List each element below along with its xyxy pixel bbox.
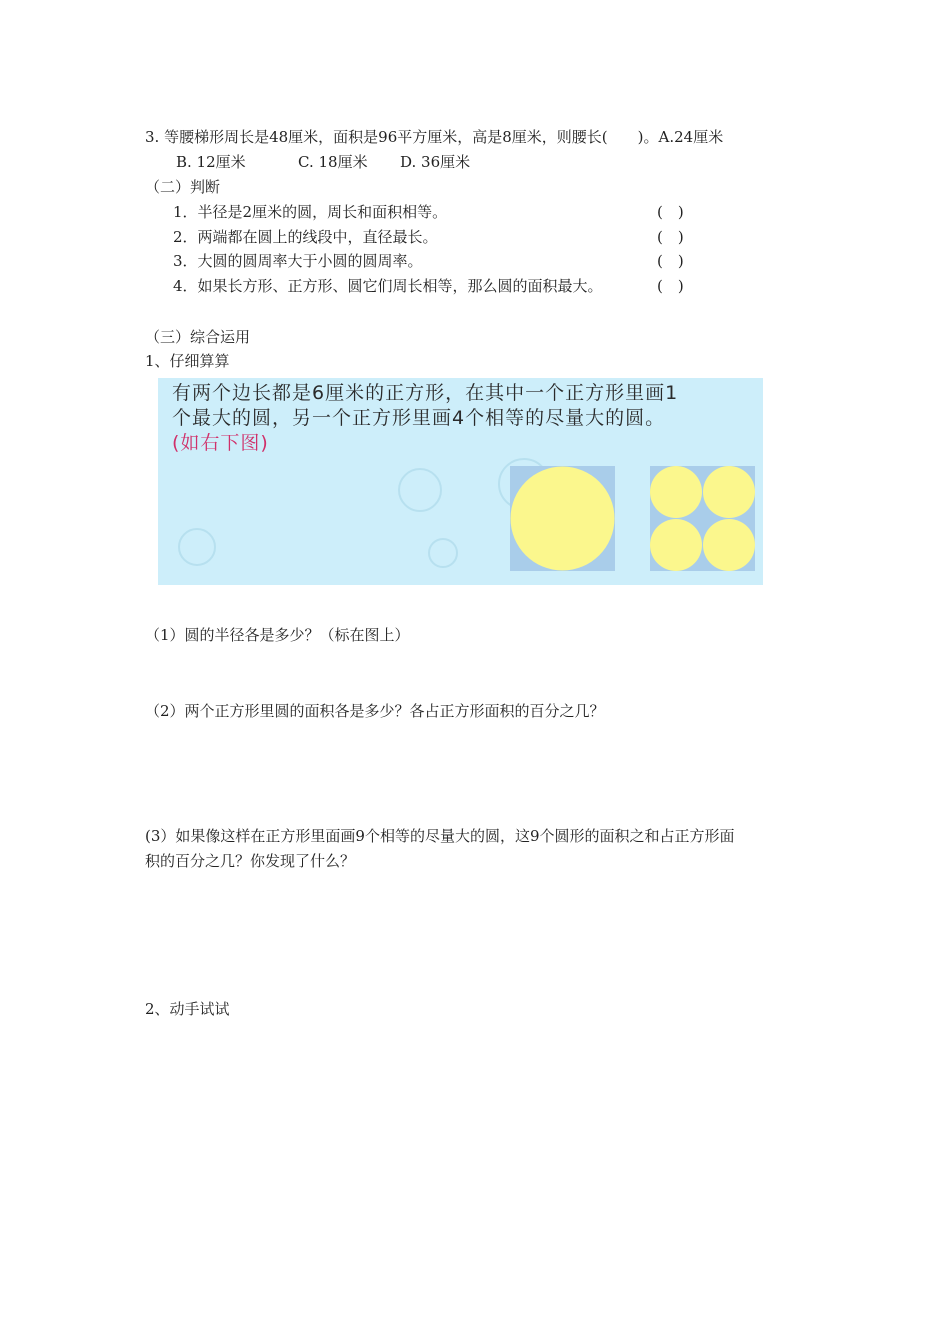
circle-square-figure bbox=[158, 378, 763, 585]
figure-text-note: (如右下图) bbox=[172, 432, 269, 454]
figure-text-line-1: 有两个边长都是6厘米的正方形，在其中一个正方形里画1 bbox=[172, 382, 679, 404]
judge-item-1: 1．半径是2厘米的圆，周长和面积相等。 bbox=[173, 203, 448, 221]
judge-item-4: 4．如果长方形、正方形、圆它们周长相等，那么圆的面积最大。 bbox=[173, 277, 603, 295]
sub-question-3-line-1: (3）如果像这样在正方形里面画9个相等的尽量大的圆，这9个圆形的面积之和占正方形面 bbox=[145, 827, 735, 845]
small-circle bbox=[703, 466, 755, 518]
judge-item-4-answer-blank[interactable]: ( ) bbox=[657, 277, 684, 295]
judge-item-2-answer-blank[interactable]: ( ) bbox=[657, 228, 684, 246]
apply-section-title: （三）综合运用 bbox=[145, 328, 251, 346]
sub-question-3-line-2: 积的百分之几？你发现了什么？ bbox=[145, 852, 356, 870]
q3-option-c: C. 18厘米 bbox=[298, 153, 368, 171]
judge-item-1-answer-blank[interactable]: ( ) bbox=[657, 203, 684, 221]
judge-item-3: 3．大圆的圆周率大于小圆的圆周率。 bbox=[173, 252, 423, 270]
small-circle bbox=[650, 466, 702, 518]
small-circle bbox=[650, 519, 702, 571]
judge-item-3-answer-blank[interactable]: ( ) bbox=[657, 252, 684, 270]
small-circle bbox=[703, 519, 755, 571]
sub-question-1: （1）圆的半径各是多少？（标在图上） bbox=[145, 626, 410, 644]
q3-option-d: D. 36厘米 bbox=[400, 153, 471, 171]
squares-diagram bbox=[158, 378, 763, 585]
judge-item-2: 2．两端都在圆上的线段中，直径最长。 bbox=[173, 228, 438, 246]
sub-question-2: （2）两个正方形里圆的面积各是多少？各占正方形面积的百分之几？ bbox=[145, 702, 605, 720]
big-circle bbox=[511, 467, 615, 571]
figure-text-line-2: 个最大的圆，另一个正方形里画4个相等的尽量大的圆。 bbox=[172, 407, 666, 429]
question-1-title: 1、仔细算算 bbox=[145, 352, 230, 370]
question-2-title: 2、动手试试 bbox=[145, 1000, 230, 1018]
judge-section-title: （二）判断 bbox=[145, 178, 221, 196]
q3-option-b: B. 12厘米 bbox=[176, 153, 246, 171]
q3-stem: 3. 等腰梯形周长是48厘米，面积是96平方厘米，高是8厘米，则腰长( )。A.24厘米 bbox=[145, 128, 724, 146]
